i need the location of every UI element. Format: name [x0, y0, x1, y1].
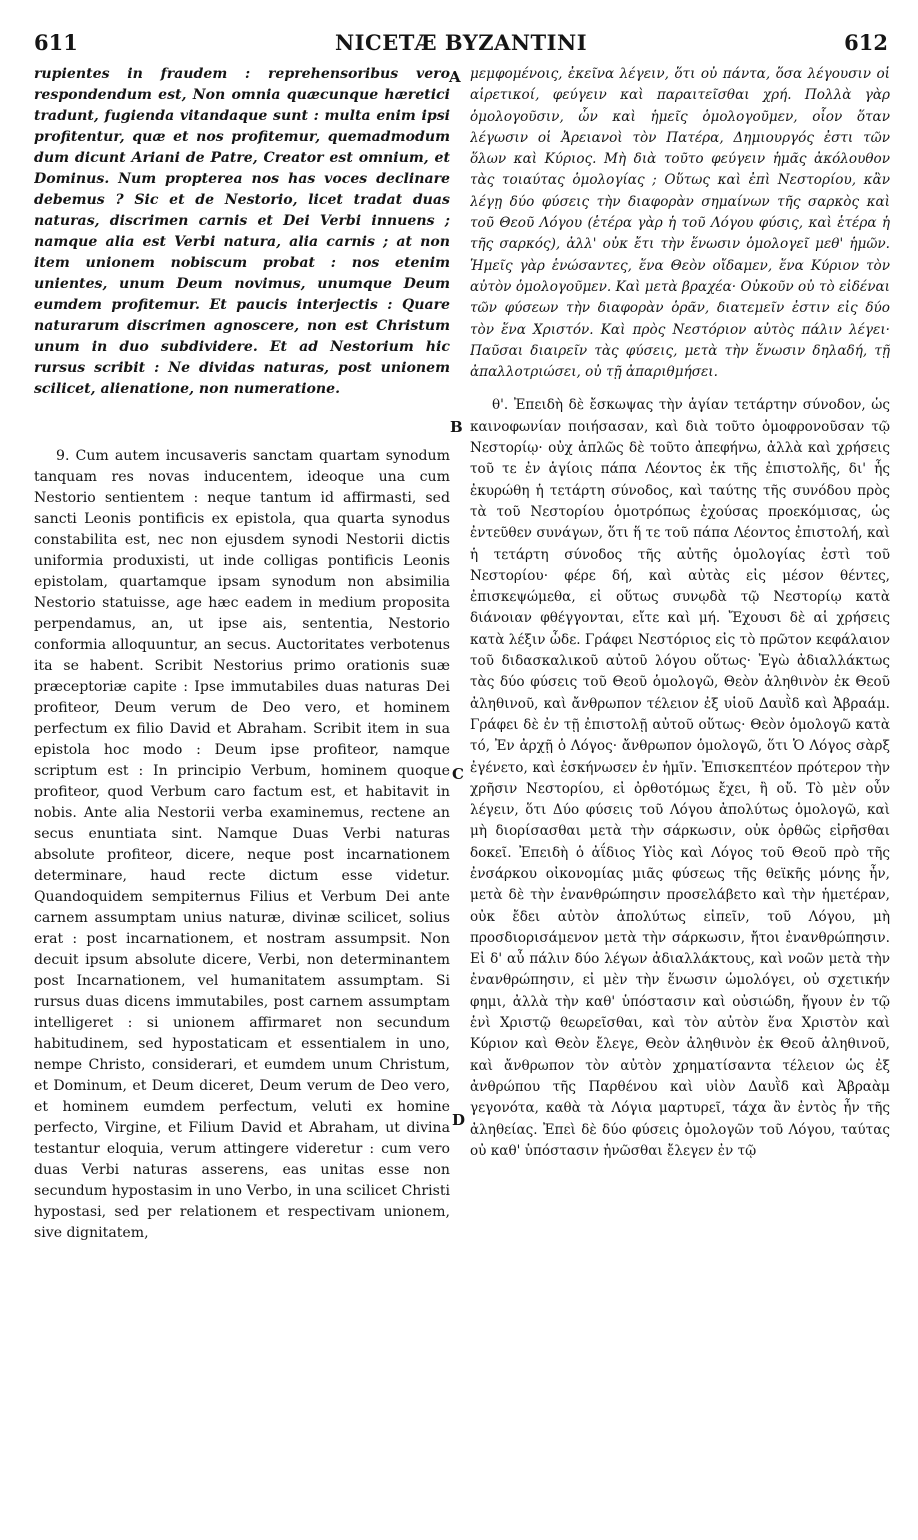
greek-column	[470, 64, 890, 1534]
page-header	[34, 30, 888, 60]
greek-paragraph-2: θ'. Ἐπειδὴ δὲ ἔσκωψας τὴν ἁγίαν τετάρτην σύνοδον, ὡς καινοφωνίαν ποιήσασαν, καὶ διὰ τοῦτο ὁμοφρονοῦσαν τῷ Νεστορίῳ· οὐχ ἁπλῶς δὲ τοῦτο ἀπεφήνω, ἀλλὰ καὶ χρήσεις τοῦ τε ἐν ἁγίοις πάπα Λέοντος ἐκ τῆς ἐπιστολῆς, δι' ἧς ἐκυρώθη ἡ τετάρτη σύνοδος, καὶ ταύτης τῆς συνόδου πρὸς τὰ τοῦ Νεστορίου ὁμοτρόπως ἐχούσας προεκόμισας, ὡς ἐντεῦθεν συνάγων, ὅτι ἥ τε τοῦ πάπα Λέοντος ἐπιστολή, καὶ ἡ τετάρτη σύνοδος τῆς αὐτῆς ὁμολογίας ἐστὶ τοῦ Νεστορίου· φέρε δή, καὶ αὐτὰς εἰς μέσον θέντες, ἐπισκεψώμεθα, εἰ οὕτως συνῳδὰ τῷ Νεστορίῳ κατὰ διάνοιαν φθέγγονται, εἴτε καὶ μή. Ἔχουσι δὲ αἱ χρήσεις κατὰ λέξιν ὧδε. Γράφει Νεστόριος εἰς τὸ πρῶτον κεφάλαιον τοῦ διδασκαλικοῦ αὐτοῦ λόγου οὕτως· Ἐγὼ ἀδιαλλάκτως τὰς δύο φύσεις τοῦ Θεοῦ ὁμολογῶ, Θεὸν ἀληθινὸν ἐκ Θεοῦ ἀληθινοῦ, καὶ ἄνθρωπον τέλειον ἐξ υἱοῦ Δαυῒδ καὶ Ἀβραάμ. Γράφει δὲ ἐν τῇ ἐπιστολῇ αὐτοῦ οὕτως· Θεὸν ὁμολογῶ κατὰ τό, Ἐν ἀρχῇ ὁ Λόγος· ἄνθρωπον ὁμολογῶ, ὅτι Ὁ Λόγος σὰρξ ἐγένετο, καὶ ἐσκήνωσεν ἐν ἡμῖν. Ἐπισκεπτέον πρότερον τὴν χρῆσιν Νεστορίου, εἰ ὀρθοτόμως ἔχει, ἢ οὔ. Τὸ μὲν οὖν λέγειν, ὅτι Δύο φύσεις τοῦ Λόγου ἀπολύτως ὁμολογῶ, καὶ μὴ διορίσασθαι μετὰ τὴν σάρκωσιν, οὐκ ὀρθῶς εἰρῆσθαι δοκεῖ. Ἐπειδὴ ὁ ἀΐδιος Υἱὸς καὶ Λόγος τοῦ Θεοῦ πρὸ τῆς ἐνσάρκου οἰκονομίας μιᾶς φύσεως τῆς θεϊκῆς μόνης ἦν, μετὰ δὲ τὴν ἐνανθρώπησιν προσελάβετο καὶ τὴν ἡμετέραν, οὐκ ἔδει αὐτὸν ἀπολύτως εἰπεῖν, τοῦ Λόγου, μὴ προσδιορισάμενον μετὰ τὴν σάρκωσιν, ἤτοι ἐνανθρώπησιν. Εἰ δ' αὖ πάλιν δύο λέγων ἀδιαλλάκτους, καὶ νοῶν μετὰ τὴν ἐνανθρώπησιν, εἰ μὲν τὴν ἕνωσιν ὡμολόγει, οὐ σχετικήν φημι, ἀλλὰ τὴν καθ' ὑπόστασιν καὶ οὐσιώδη, ἤγουν ἐν τῷ ἑνὶ Χριστῷ θεωρεῖσθαι, καὶ τὸν αὐτὸν ἕνα Χριστὸν καὶ Κύριον καὶ Θεὸν ἔλεγε, Θεὸν ἀληθινὸν ἐκ Θεοῦ ἀληθινοῦ, καὶ ἄνθρωπον τὸν αὐτὸν χρηματίσαντα τέλειον ὡς ἐξ ἀνθρώπου τῆς Παρθένου καὶ υἱὸν Δαυῒδ καὶ Ἀβραὰμ γεγονότα, καθὰ τὰ Λόγια μαρτυρεῖ, τάχα ἂν ἐντὸς ἦν τῆς ἀληθείας. Ἐπεὶ δὲ δύο φύσεις ὁμολογῶν τοῦ Λόγου, ταύτας οὐ καθ' ὑπόστασιν ἡνῶσθαι ἔλεγεν ἐν τῷ	[470, 397, 890, 1159]
page-number-left: 611	[34, 30, 78, 55]
latin-column	[34, 64, 450, 1534]
margin-marker-a: A	[449, 68, 461, 86]
latin-paragraph-2: 9. Cum autem incusaveris sanctam quartam synodum tanquam res novas inducentem, ideoque una cum Nestorio sentientem : neque tantum id affirmasti, sed sancti Leonis pontificis ex epistola, qua quarta synodus constabilita est, nec non ejusdem synodi Nestorii dictis uniformia produxisti, ut inde colligas pontificis Leonis epistolam, quartamque ipsam synodum non absimilia Nestorio statuisse, age hæc eadem in medium proposita perpendamus, an, ut ipse ais, sententia, Nestorio conformia alloquuntur, an secus. Auctoritates verbotenus ita se habent. Scribit Nestorius primo orationis suæ præceptoriæ capite : Ipse immutabiles duas naturas Dei profiteor, Deum verum de Deo vero, et hominem perfectum ex filio David et Abraham. Scribit item in sua epistola hoc modo : Deum ipse profiteor, namque scriptum est : In principio Verbum, hominem quoque profiteor, quod Verbum caro factum est, et habitavit in nobis. Ante alia Nestorii verba examinemus, rectene an secus enuntiata sint. Namque Duas Verbi naturas absolute profiteor, dicere, neque post incarnationem determinare, haud recte dictum esse videtur. Quandoquidem sempiternus Filius et Verbum Dei ante carnem assumptam unius naturæ, divinæ scilicet, solius erat : post incarnationem, et nostram assumpsit. Non decuit ipsum absolute dicere, Verbi, non determinantem post Incarnationem, vel humanitatem assumptam. Si rursus duas dicens immutabiles, post carnem assumptam intelligeret : si unionem affirmaret non secundum habitudinem, sed hypostaticam et essentialem in uno, nempe Christo, considerari, et eumdem unum Christum, et Dominum, et Deum diceret, Deum verum de Deo vero, et hominem eumdem perfectum, veluti ex homine perfecto, Virgine, et Filium David et Abraham, ut divina testantur eloquia, verum attingere videretur : cum vero duas Verbi naturas asserens, eas unitas esse non secundum hypostasim in uno Verbo, in una scilicet Christi hypostasi, sed per relationem et respectivam unionem, sive dignitatem,	[34, 448, 450, 1241]
margin-marker-c: C	[452, 765, 464, 783]
margin-marker-d: D	[452, 1111, 466, 1129]
margin-marker-b: B	[450, 418, 463, 436]
running-title: NICETÆ BYZANTINI	[334, 30, 588, 55]
latin-paragraph-1: rupientes in fraudem : reprehensoribus vero respondendum est, Non omnia quæcunque hæretici tradunt, fugienda vitandaque sunt : multa enim ipsi profitentur, quæ et nos profitemur, quemadmodum dum dicunt Ariani de Patre, Creator est omnium, et Dominus. Num propterea nos has voces declinare debemus ? Sic et de Nestorio, licet tradat duas naturas, discrimen carnis et Dei Verbi innuens ; namque alia est Verbi natura, alia carnis ; at non item unionem nobiscum probat : nos etenim unientes, unum Deum novimus, unumque Deum eumdem profitemur. Et paucis interjectis : Quare naturarum discrimen agnoscere, non est Christum unum in duo subdividere. Et ad Nestorium hic rursus scribit : Ne dividas naturas, post unionem scilicet, alienatione, non numeratione.	[34, 66, 450, 397]
page-number-right: 612	[844, 30, 888, 55]
greek-paragraph-1: μεμφομένοις, ἐκεῖνα λέγειν, ὅτι οὐ πάντα, ὅσα λέγουσιν οἱ αἱρετικοί, φεύγειν καὶ παραιτεῖσθαι χρή. Πολλὰ γὰρ ὁμολογοῦσιν, ὧν καὶ ἡμεῖς ὁμολογοῦμεν, οἷον ὅταν λέγωσιν οἱ Ἀρειανοὶ τὸν Πατέρα, Δημιουργός ἐστι τῶν ὅλων καὶ Κύριος. Μὴ διὰ τοῦτο φεύγειν ἡμᾶς ἀκόλουθον τὰς τοιαύτας ὁμολογίας ; Οὕτως καὶ ἐπὶ Νεστορίου, κἂν λέγῃ δύο φύσεις τὴν διαφορὰν σημαίνων τῆς σαρκὸς καὶ τοῦ Θεοῦ Λόγου (ἑτέρα γὰρ ἡ τοῦ Λόγου φύσις, καὶ ἑτέρα ἡ τῆς σαρκός), ἀλλ' οὐκ ἔτι τὴν ἕνωσιν ὁμολογεῖ μεθ' ἡμῶν. Ἡμεῖς γὰρ ἑνώσαντες, ἕνα Θεὸν οἴδαμεν, ἕνα Κύριον τὸν αὐτὸν ὁμολογοῦμεν. Καὶ μετὰ βραχέα· Οὐκοῦν οὐ τὸ εἰδέναι τῶν φύσεων τὴν διαφορὰν ὁρᾶν, διατεμεῖν ἐστιν εἰς δύο τὸν ἕνα Χριστόν. Καὶ πρὸς Νεστόριον αὐτὸς πάλιν λέγει· Παῦσαι διαιρεῖν τὰς φύσεις, μετὰ τὴν ἕνωσιν δηλαδή, τῇ ἀπαλλοτριώσει, οὐ τῇ ἀπαριθμήσει.	[470, 66, 890, 381]
